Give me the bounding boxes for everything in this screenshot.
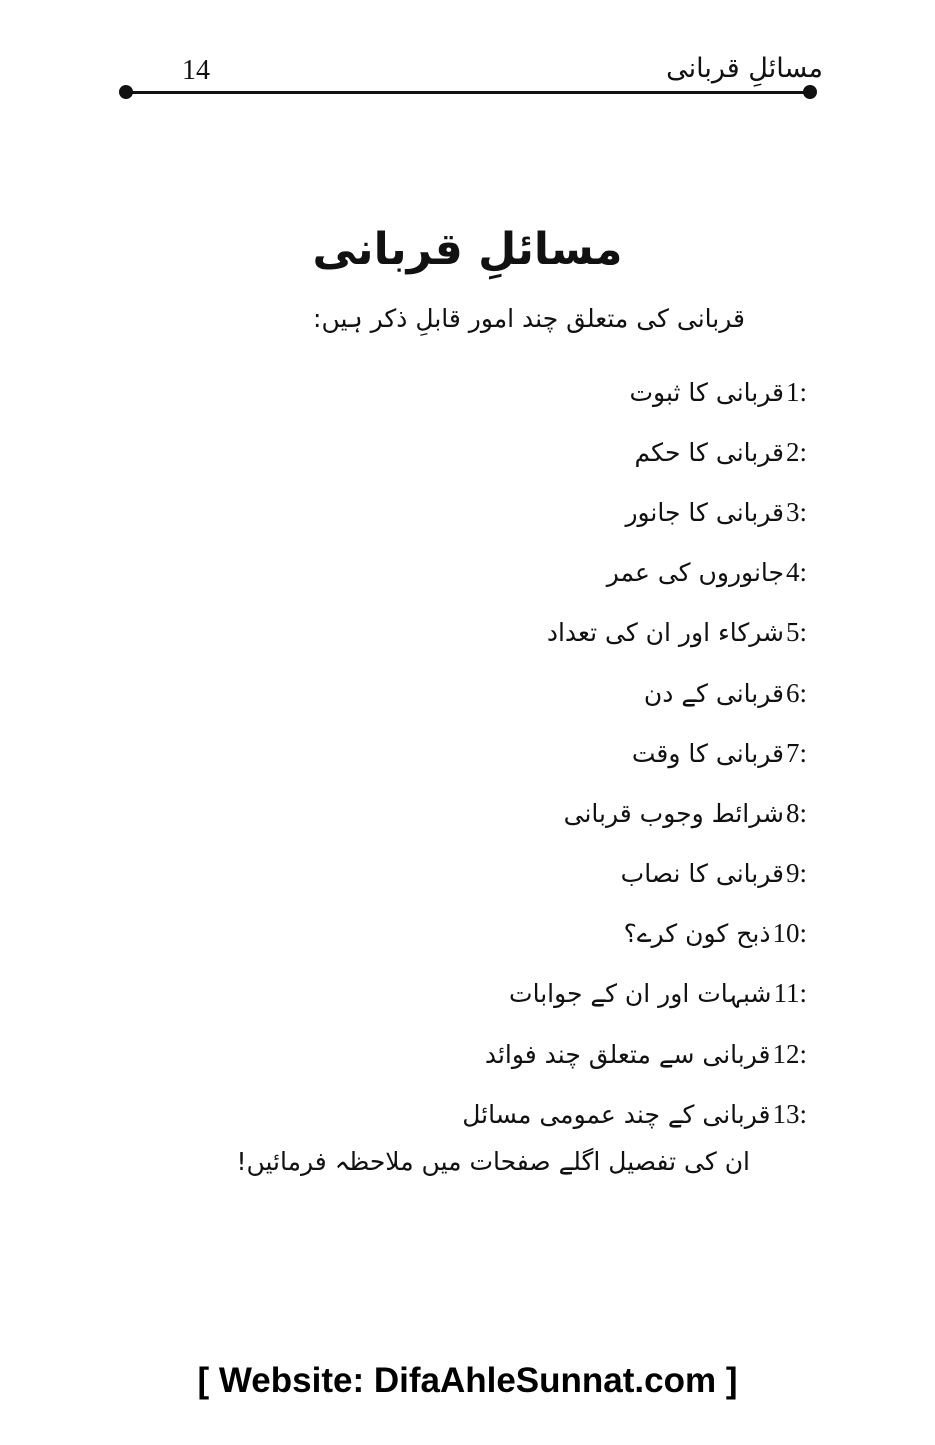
topic-text: ذبح کون کرے؟ <box>623 919 771 949</box>
topic-number: 10: <box>772 918 807 949</box>
topic-text: قربانی کا نصاب <box>620 859 784 889</box>
intro-text: قربانی کی متعلق چند امور قابلِ ذکر ہیں: <box>313 304 745 333</box>
topic-number: 6: <box>785 677 807 708</box>
topic-item <box>207 844 807 904</box>
topic-number: 4: <box>785 557 807 588</box>
topic-text: شبہات اور ان کے جوابات <box>509 979 772 1009</box>
topic-text: قربانی سے متعلق چند فوائد <box>484 1039 771 1069</box>
topic-item <box>207 482 807 542</box>
topic-number: 11: <box>773 978 807 1009</box>
topic-text: قربانی کے چند عمومی مسائل <box>462 1099 771 1129</box>
header-rule-dot-left <box>119 85 133 99</box>
topic-text: جانوروں کی عمر <box>606 558 784 588</box>
topic-number: 5: <box>785 617 807 648</box>
topic-item <box>207 362 807 422</box>
topic-item <box>207 783 807 843</box>
topic-item <box>207 723 807 783</box>
topic-item <box>207 964 807 1024</box>
topic-number: 7: <box>785 737 807 768</box>
topic-text: قربانی کا جانور <box>625 497 784 527</box>
topic-item <box>207 904 807 964</box>
topic-number: 3: <box>785 496 807 527</box>
website-footer: [ Website: DifaAhleSunnat.com ] <box>197 1361 738 1400</box>
closing-text: ان کی تفصیل اگلے صفحات میں ملاحظہ فرمائیں! <box>236 1147 750 1176</box>
topic-text: شرائط وجوب قربانی <box>563 798 784 828</box>
topic-item <box>207 1024 807 1084</box>
topic-text: قربانی کا حکم <box>634 437 784 467</box>
topic-item <box>207 1084 807 1144</box>
topic-number: 13: <box>772 1098 807 1129</box>
page-title: مسائلِ قربانی <box>312 224 623 275</box>
topic-list <box>207 362 807 1144</box>
topic-number: 2: <box>785 436 807 467</box>
page-number: 14 <box>182 55 210 86</box>
topic-number: 1: <box>785 376 807 407</box>
topic-text: قربانی کا ثبوت <box>629 377 784 407</box>
header-rule-dot-right <box>803 85 817 99</box>
topic-number: 12: <box>772 1038 807 1069</box>
topic-text: شرکاء اور ان کی تعداد <box>546 618 784 648</box>
topic-item <box>207 603 807 663</box>
topic-text: قربانی کے دن <box>643 678 784 708</box>
topic-number: 8: <box>785 797 807 828</box>
topic-item <box>207 663 807 723</box>
topic-item <box>207 543 807 603</box>
running-head-title: مسائلِ قربانی <box>666 53 823 84</box>
header-rule <box>126 91 810 94</box>
topic-text: قربانی کا وقت <box>631 738 784 768</box>
topic-number: 9: <box>785 858 807 889</box>
topic-item <box>207 422 807 482</box>
